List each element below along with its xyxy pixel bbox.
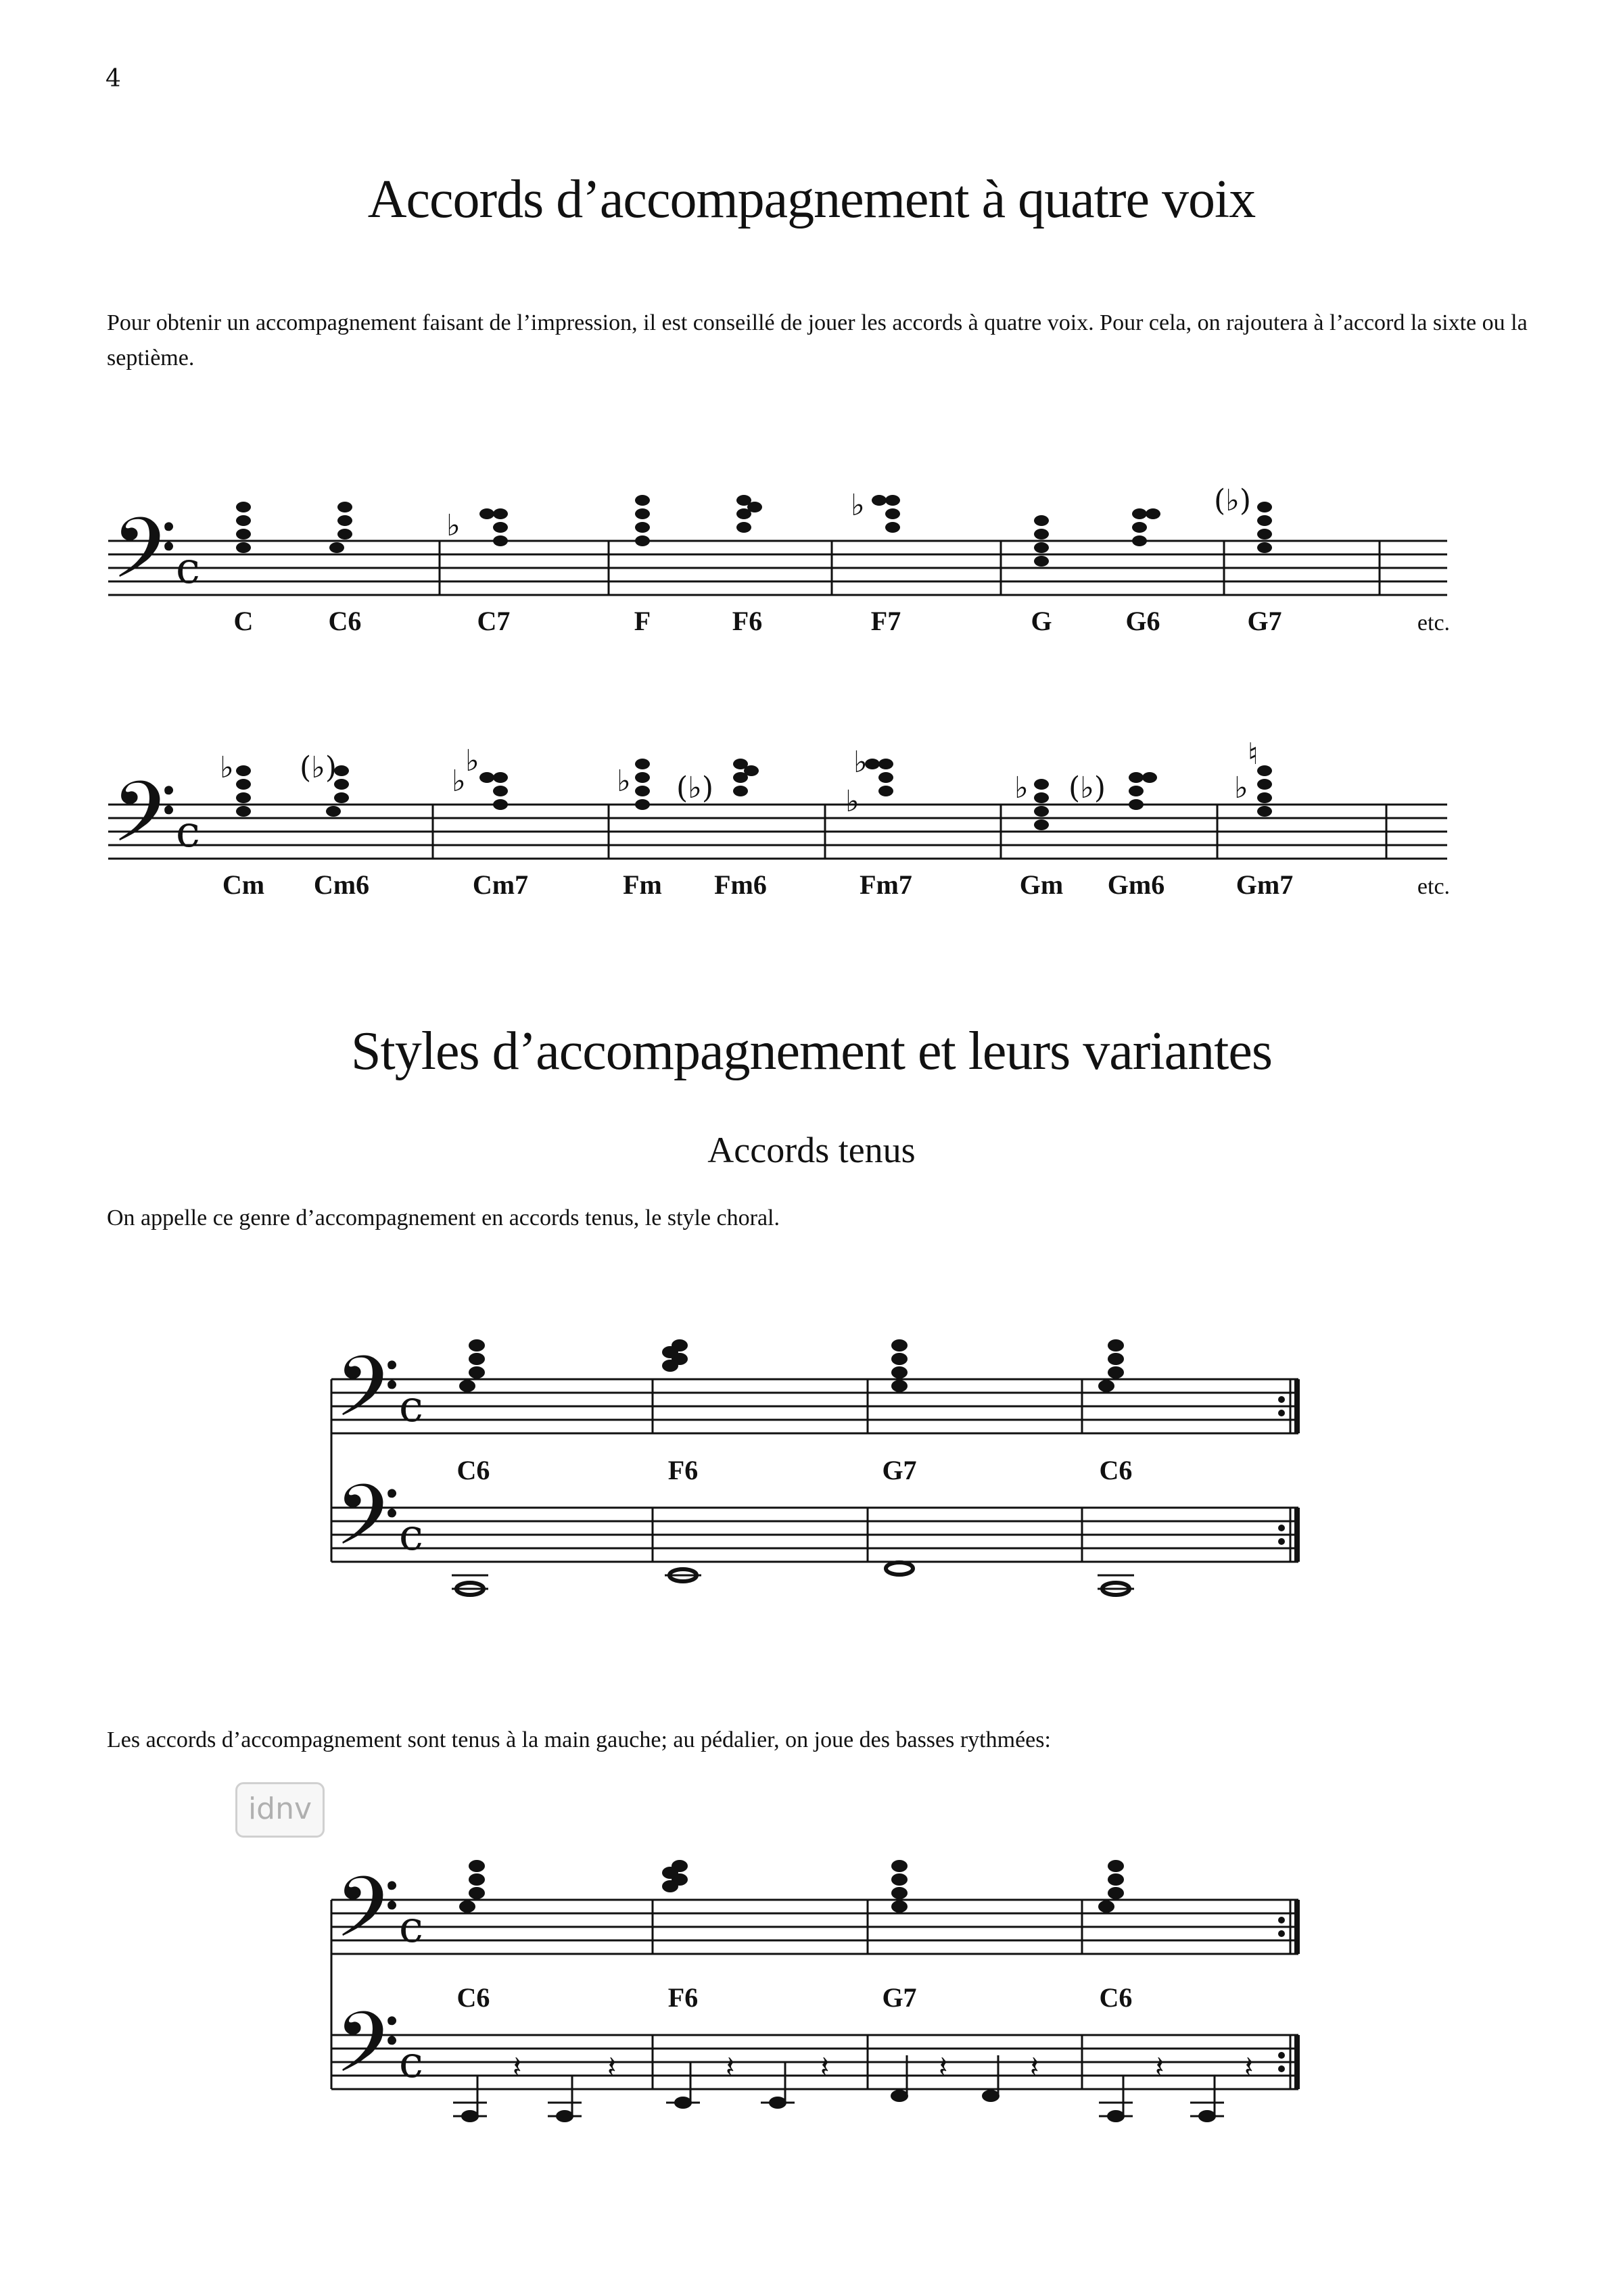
note-head (1257, 806, 1272, 817)
note-head (236, 542, 251, 553)
note-head (1257, 502, 1272, 512)
note-head (662, 1360, 678, 1372)
chord-label: Cm6 (313, 869, 370, 900)
note-head (872, 495, 887, 506)
chord-label: G6 (1125, 606, 1160, 636)
note-head (1257, 792, 1272, 803)
note-head (878, 786, 893, 796)
chord-label: Gm (1019, 869, 1064, 900)
note-head (469, 1366, 485, 1379)
note-head (1146, 508, 1160, 519)
chord-label: F6 (667, 1455, 699, 1485)
chord-label: Cm (222, 869, 265, 900)
flat-icon: ♭ (1234, 771, 1248, 805)
watermark-logo: idnv (235, 1782, 325, 1838)
note-head (891, 1353, 908, 1365)
section-title-chords: Accords d’accompagnement à quatre voix (367, 170, 1256, 229)
chord-label: G (1031, 606, 1052, 636)
note-head (885, 522, 900, 533)
note-head (1034, 792, 1049, 803)
example-rhythmic-bass (331, 1825, 1312, 2143)
quarter-rest-icon: 𝄽 (1244, 2050, 1254, 2084)
etc-label: etc. (1417, 874, 1451, 899)
note-head (1108, 1860, 1124, 1872)
note-head (493, 522, 508, 533)
note-head (1108, 1353, 1124, 1365)
note-head (1129, 799, 1144, 810)
quarter-rest-icon: 𝄽 (820, 2050, 830, 2084)
flat-icon: ♭ (452, 764, 466, 798)
quarter-rest-icon: 𝄽 (1030, 2050, 1039, 2084)
note-head (662, 1346, 678, 1358)
choral-paragraph: On appelle ce genre d’accompagnement en accords tenus, le style choral. (107, 1205, 780, 1230)
note-head (635, 522, 650, 533)
page-number: 4 (105, 65, 121, 93)
note-head (469, 1860, 485, 1872)
note-head (236, 765, 251, 776)
note-head (878, 759, 893, 769)
note-head (236, 529, 251, 540)
note-head (236, 806, 251, 817)
bass-clef-icon: 𝄢 (335, 1467, 400, 1585)
chord-label: Fm7 (860, 869, 912, 900)
chord-label: G7 (882, 1982, 917, 2013)
note-head (459, 1900, 475, 1913)
common-time-icon: c (176, 807, 200, 857)
bass-clef-icon: 𝄢 (335, 1339, 400, 1456)
note-head (891, 1380, 908, 1392)
note-head (891, 1873, 908, 1886)
chord-label: C6 (456, 1982, 490, 2013)
flat-paren-icon: (♭) (1214, 483, 1252, 518)
flat-paren-icon: (♭) (1068, 771, 1106, 805)
natural-icon: ♮ (1248, 737, 1259, 771)
pedal-paragraph: Les accords d’accompagnement sont tenus à la main gauche; au pédalier, on joue des basses rythmées: (107, 1727, 1051, 1752)
chord-label: Fm (623, 869, 662, 900)
etc-label: etc. (1417, 611, 1451, 636)
note-head (236, 779, 251, 790)
flat-icon: ♭ (851, 488, 865, 523)
chord-label: G7 (882, 1455, 917, 1485)
note-head (1034, 806, 1049, 817)
common-time-icon: c (399, 1903, 423, 1953)
bass-clef-icon: 𝄢 (112, 764, 177, 882)
flat-icon: ♭ (617, 764, 631, 798)
staff-major-chords (108, 473, 1461, 642)
bass-clef-icon: 𝄢 (112, 500, 177, 618)
note-head (635, 535, 650, 546)
note-head (493, 799, 508, 810)
note-head (891, 1366, 908, 1379)
flat-paren-icon: (♭) (300, 750, 337, 785)
note-head (1132, 522, 1147, 533)
chord-label: C6 (1099, 1455, 1133, 1485)
chord-label: Fm6 (714, 869, 767, 900)
note-head (236, 502, 251, 512)
note-head (1108, 1873, 1124, 1886)
note-head (1034, 779, 1049, 790)
quarter-note (891, 2090, 908, 2102)
note-head (1108, 1887, 1124, 1899)
note-head (891, 1339, 908, 1352)
note-head (885, 508, 900, 519)
note-head (635, 799, 650, 810)
flat-icon: ♭ (465, 744, 479, 778)
note-head (635, 508, 650, 519)
note-head (329, 542, 344, 553)
note-head (1129, 772, 1144, 783)
note-head (891, 1900, 908, 1913)
note-head (1098, 1380, 1114, 1392)
note-head (662, 1867, 678, 1879)
note-head (334, 792, 349, 803)
note-head (337, 502, 352, 512)
quarter-rest-icon: 𝄽 (939, 2050, 948, 2084)
note-head (733, 786, 748, 796)
staff-minor-chords (108, 737, 1461, 906)
chord-label: C7 (477, 606, 511, 636)
note-head (469, 1887, 485, 1899)
note-head (469, 1873, 485, 1886)
flat-paren-icon: (♭) (676, 771, 714, 805)
common-time-icon: c (399, 1510, 423, 1560)
quarter-rest-icon: 𝄽 (513, 2050, 522, 2084)
chord-label: Cm7 (472, 869, 529, 900)
note-head (1098, 1900, 1114, 1913)
note-head (1132, 535, 1147, 546)
note-head (1257, 779, 1272, 790)
note-head (236, 515, 251, 526)
bass-clef-icon: 𝄢 (335, 1859, 400, 1977)
note-head (1257, 765, 1272, 776)
note-head (1034, 542, 1049, 553)
note-head (1108, 1339, 1124, 1352)
common-time-icon: c (399, 1382, 423, 1432)
flat-icon: ♭ (853, 745, 868, 780)
note-head (878, 772, 893, 783)
intro-paragraph: Pour obtenir un accompagnement faisant de l’impression, il est conseillé de jouer les accords à quatre voix. Pour cela, on rajoutera à l’accord la sixte ou la septième. (107, 310, 1528, 370)
note-head (236, 792, 251, 803)
common-time-icon: c (176, 544, 200, 594)
note-head (1129, 786, 1144, 796)
note-head (1108, 1366, 1124, 1379)
flat-icon: ♭ (1014, 771, 1029, 805)
chord-label: G7 (1247, 606, 1282, 636)
flat-icon: ♭ (220, 750, 234, 785)
quarter-rest-icon: 𝄽 (1155, 2050, 1165, 2084)
note-head (635, 759, 650, 769)
note-head (1034, 556, 1049, 567)
note-head (891, 1860, 908, 1872)
note-head (459, 1380, 475, 1392)
chord-label: F6 (667, 1982, 699, 2013)
note-head (493, 772, 508, 783)
note-head (744, 765, 759, 776)
common-time-icon: c (399, 2038, 423, 2088)
flat-icon: ♭ (845, 784, 860, 819)
chord-label: C (233, 606, 254, 636)
note-head (1257, 542, 1272, 553)
note-head (1034, 529, 1049, 540)
chord-label: C6 (1099, 1982, 1133, 2013)
note-head (662, 1880, 678, 1892)
note-head (326, 806, 341, 817)
quarter-note (982, 2090, 999, 2102)
note-head (337, 529, 352, 540)
chord-label: F6 (732, 606, 763, 636)
note-head (891, 1887, 908, 1899)
note-head (479, 772, 494, 783)
chord-label: C6 (328, 606, 362, 636)
note-head (1257, 515, 1272, 526)
note-head (493, 508, 508, 519)
chord-label: Gm7 (1236, 869, 1294, 900)
chord-label: C6 (456, 1455, 490, 1485)
note-head (635, 786, 650, 796)
note-head (1034, 515, 1049, 526)
example-held-chords (331, 1305, 1312, 1616)
note-head (337, 515, 352, 526)
note-head (1132, 508, 1147, 519)
note-head (469, 1339, 485, 1352)
whole-note (886, 1562, 913, 1575)
chord-label: F (634, 606, 651, 636)
bass-clef-icon: 𝄢 (335, 1994, 400, 2112)
note-head (1257, 529, 1272, 540)
chord-label: F7 (870, 606, 901, 636)
section-title-styles: Styles d’accompagnement et leurs variantes (351, 1022, 1272, 1081)
note-head (493, 786, 508, 796)
note-head (1142, 772, 1157, 783)
note-head (1034, 819, 1049, 830)
note-head (885, 495, 900, 506)
chord-label: Gm6 (1107, 869, 1165, 900)
note-head (747, 502, 762, 512)
note-head (469, 1353, 485, 1365)
quarter-rest-icon: 𝄽 (726, 2050, 735, 2084)
note-head (635, 772, 650, 783)
quarter-rest-icon: 𝄽 (607, 2050, 617, 2084)
note-head (736, 522, 751, 533)
flat-icon: ♭ (446, 508, 461, 543)
note-head (479, 508, 494, 519)
subsection-title: Accords tenus (707, 1130, 916, 1170)
note-head (635, 495, 650, 506)
note-head (493, 535, 508, 546)
